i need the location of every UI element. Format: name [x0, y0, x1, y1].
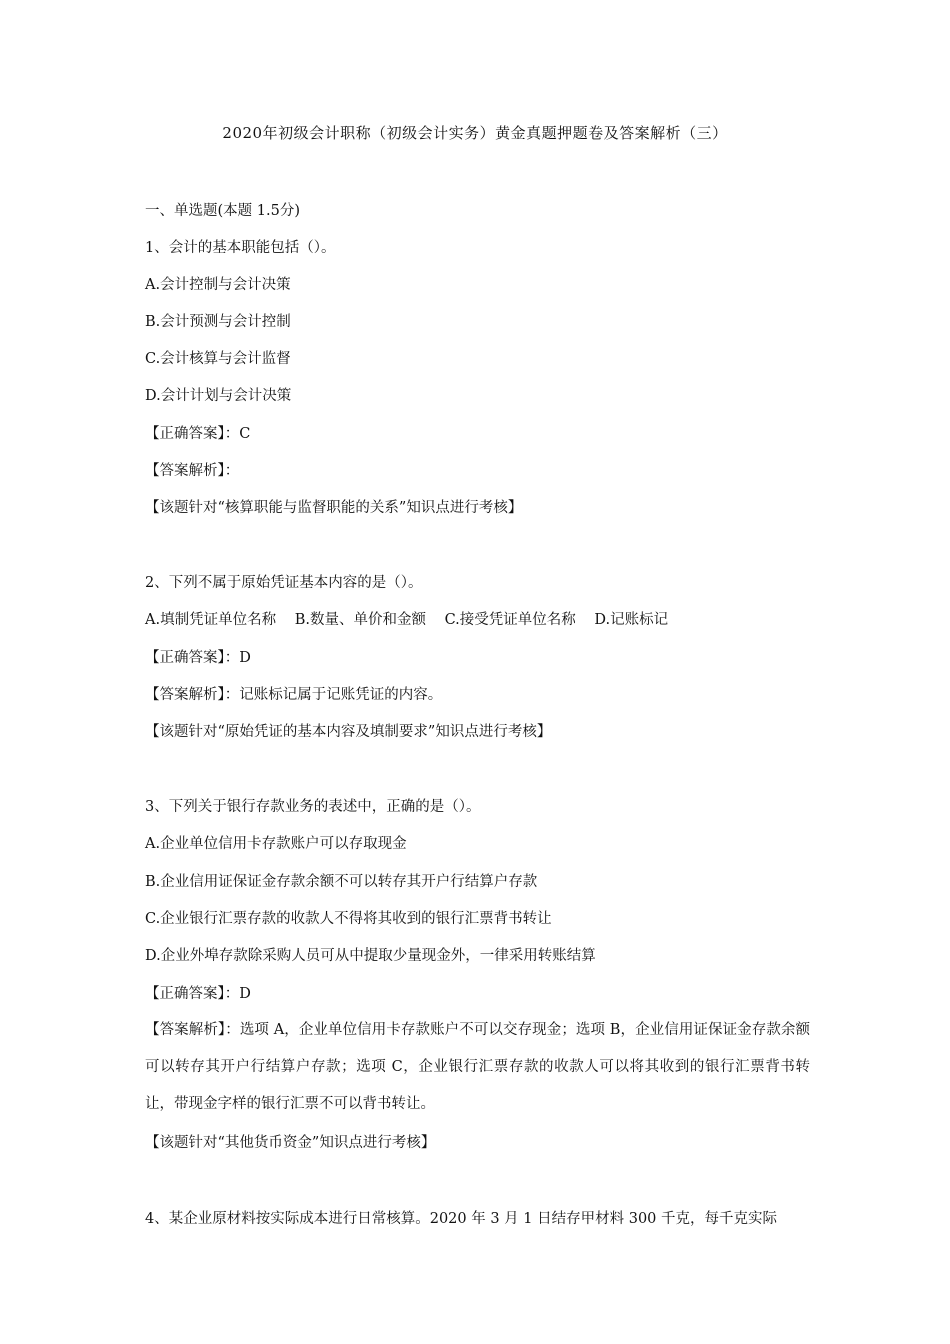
question-2-answer: 【正确答案】：D	[145, 650, 251, 666]
question-1-stem: 1、会计的基本职能包括（）。	[145, 240, 336, 256]
question-2-option-a: A.填制凭证单位名称	[145, 612, 277, 628]
question-1-note: 【该题针对“核算职能与监督职能的关系”知识点进行考核】	[145, 500, 523, 516]
question-1-option-b: B.会计预测与会计控制	[145, 314, 291, 330]
question-3-option-a: A.企业单位信用卡存款账户可以存取现金	[145, 836, 407, 852]
question-3-note: 【该题针对“其他货币资金”知识点进行考核】	[145, 1135, 436, 1151]
question-2-options	[145, 610, 682, 630]
question-2-option-c: C.接受凭证单位名称	[444, 612, 576, 628]
question-1-option-a: A.会计控制与会计决策	[145, 277, 291, 293]
question-3-stem: 3、下列关于银行存款业务的表述中，正确的是（）。	[145, 799, 481, 815]
question-3-analysis: 【答案解析】：选项 A，企业单位信用卡存款账户不可以交存现金；选项 B，企业信用证保证金存款余额可以转存其开户行结算户存款；选项 C，企业银行汇票存款的收款人可以将其收到的银行汇票背书转让，带现金字样的银行汇票不可以背书转让。	[145, 1022, 810, 1112]
question-3-option-b: B.企业信用证保证金存款余额不可以转存其开户行结算户存款	[145, 874, 538, 890]
question-1-option-d: D.会计计划与会计决策	[145, 388, 292, 404]
question-3-option-c: C.企业银行汇票存款的收款人不得将其收到的银行汇票背书转让	[145, 911, 552, 927]
question-2-option-d: D.记账标记	[594, 612, 669, 628]
question-2-note: 【该题针对“原始凭证的基本内容及填制要求”知识点进行考核】	[145, 724, 552, 740]
question-2-analysis: 【答案解析】：记账标记属于记账凭证的内容。	[145, 687, 443, 703]
question-3-option-d: D.企业外埠存款除采购人员可从中提取少量现金外，一律采用转账结算	[145, 948, 596, 964]
question-1-option-c: C.会计核算与会计监督	[145, 351, 291, 367]
question-3-answer: 【正确答案】：D	[145, 986, 251, 1002]
document-title: 2020年初级会计职称（初级会计实务）黄金真题押题卷及答案解析（三）	[222, 124, 728, 142]
question-2-stem: 2、下列不属于原始凭证基本内容的是（）。	[145, 575, 423, 591]
section-heading: 一、单选题(本题 1.5分)	[145, 203, 300, 219]
question-1-analysis: 【答案解析】：	[145, 463, 240, 479]
question-1-answer: 【正确答案】：C	[145, 426, 251, 442]
question-4-stem: 4、某企业原材料按实际成本进行日常核算。2020 年 3 月 1 日结存甲材料 300 千克，每千克实际	[145, 1211, 778, 1227]
question-2-option-b: B.数量、单价和金额	[294, 612, 426, 628]
